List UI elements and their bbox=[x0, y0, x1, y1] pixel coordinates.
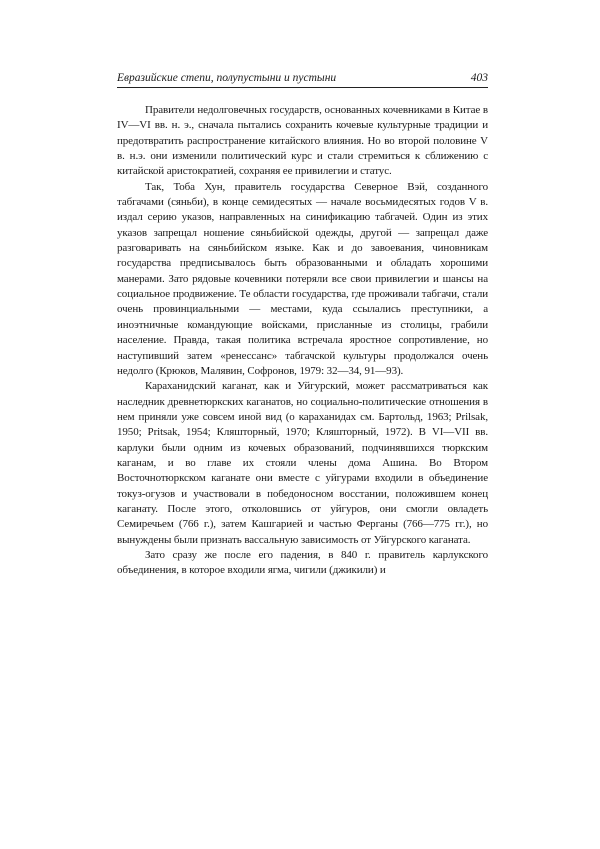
paragraph-after-fall: Зато сразу же после его падения, в 840 г. правитель карлукского объединения, в которое входили ягма, чигили (джикили) и bbox=[117, 548, 488, 577]
paragraph-toba-hun: Так, Тоба Хун, правитель государства Северное Вэй, созданного табгачами (сяньби), в конце семидесятых — начале восьмидесятых годов V в. издал серию указов, направленных на синификацию табгачей. Один из этих указов запрещал ношение сяньбийской одежды, другой — запрещал даже разговаривать на сяньбийском языке. Как и до завоевания, чиновникам государства предписывалось быть образованными и обладать хорошими манерами. Зато рядовые кочевники потеряли все свои привилегии и шансы на социальное продвижение. Те области государства, где проживали табгачи, стали очень провинциальными — местами, куда ссылались преступники, а иноэтничные командующие войсками, присланные из столицы, грабили население. Правда, такая политика встречала яростное сопротивление, но наступивший затем «ренессанс» табгачской культуры продолжался очень недолго (Крюков, Малявин, Софронов, 1979: 32—34, 91—93). bbox=[117, 180, 488, 377]
body-text bbox=[117, 103, 488, 579]
running-header bbox=[117, 71, 488, 88]
page-number: 403 bbox=[470, 72, 488, 84]
paragraph-tabgach-rulers: Правители недолговечных государств, основанных кочевниками в Китае в IV—VI вв. н. э., сначала пытались сохранить кочевые культурные традиции и предотвратить распространение китайского влияния. Но во второй половине V в. н.э. они изменили политический курс и стали стремиться к сближению с китайской аристократией, сохраняя ее привилегии и статус. bbox=[117, 104, 488, 178]
paragraph-karakhanid-khaganate: Караханидский каганат, как и Уйгурский, может рассматриваться как наследник древнетюркских каганатов, но социально-политические отношения в нем приняли уже совсем иной вид (о караханидах см. Бартольд, 1963; Prilsak, 1950; Pritsak, 1954; Кляшторный, 1970; Кляшторный, 1972). В VI—VII вв. карлуки были одним из кочевых образований, подчинявшихся тюркским каганам, и во главе их стояли члены дома Ашина. Во Втором Восточнотюркском каганате они вместе с уйгурами входили в объединение токуз-огузов и участвовали в победоносном восстании, положившем конец каганату. После этого, отколовшись от уйгуров, они смогли овладеть Семиречьем (766 г.), затем Кашгарией и частью Ферганы (766—775 гг.), но вынуждены были признать вассальную зависимость от Уйгурского каганата. bbox=[117, 380, 488, 546]
running-title: Евразийские степи, полупустыни и пустыни bbox=[117, 72, 337, 84]
